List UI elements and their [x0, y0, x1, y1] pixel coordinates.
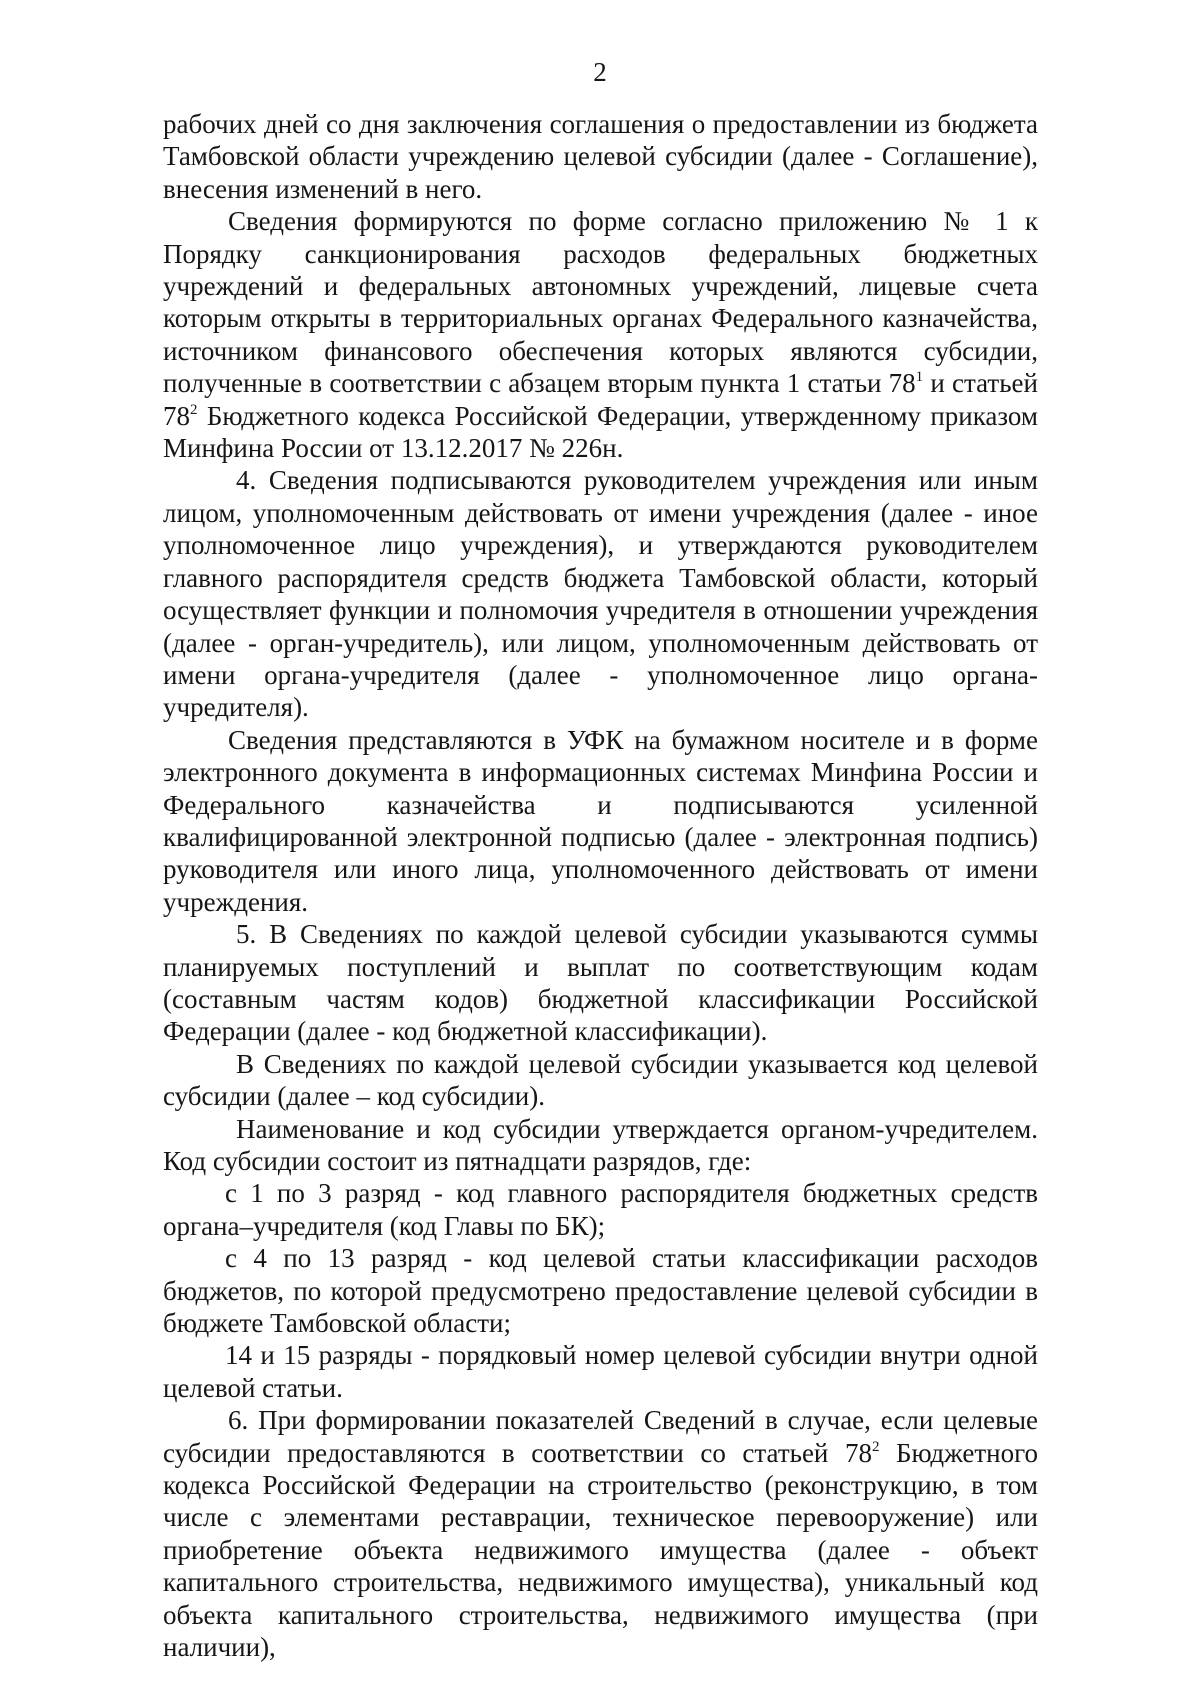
paragraph-item-5: 5. В Сведениях по каждой целевой субсидии указываются суммы планируемых поступлений и выплат по соответствующим кодам (составным частям кодов) бюджетной классификации Российской Федерации (далее - код бюджетной классификации).	[163, 919, 1038, 1047]
paragraph-item-4: 4. Сведения подписываются руководителем учреждения или иным лицом, уполномоченным действовать от имени учреждения (далее - иное уполномоченное лицо учреждения), и утверждаются руководителем главного распорядителя средств бюджета Тамбовской области, который осуществляет функции и полномочия учредителя в отношении учреждения (далее - орган-учредитель), или лицом, уполномоченным действовать от имени органа-учредителя (далее - уполномоченное лицо органа-учредителя).	[163, 465, 1038, 723]
paragraph-form-info	[163, 205, 1038, 464]
paragraph-digits-1-3: с 1 по 3 разряд - код главного распорядителя бюджетных средств органа–учредителя (код Главы по БК);	[163, 1178, 1038, 1241]
paragraph-continuation: рабочих дней со дня заключения соглашения о предоставлении из бюджета Тамбовской области учреждению целевой субсидии (далее - Соглашение), внесения изменений в него.	[163, 109, 1038, 204]
paragraph-item-6	[163, 1404, 1038, 1663]
page-number: 2	[593, 57, 607, 87]
superscript: 1	[915, 369, 924, 386]
paragraph-submission: Сведения представляются в УФК на бумажном носителе и в форме электронного документа в информационных системах Минфина России и Федерального казначейства и подписываются усиленной квалифицированной электронной подписью (далее - электронная подпись) руководителя или иного лица, уполномоченного действовать от имени учреждения.	[163, 724, 1038, 917]
paragraph-digits-14-15: 14 и 15 разряды - порядковый номер целевой субсидии внутри одной целевой статьи.	[163, 1340, 1038, 1403]
paragraph-text: Бюджетного кодекса Российской Федерации на строительство (реконструкцию, в том числе с элементами реставрации, техническое перевооружение) или приобретение объекта недвижимого имущества (далее - объект капитального строительства, недвижимого имущества), уникальный код объекта капитального строительства, недвижимого имущества (при наличии),	[163, 1437, 1038, 1663]
paragraph-text: Сведения формируются по форме согласно приложению № 1 к Порядку санкционирования расходов федеральных бюджетных учреждений и федеральных автономных учреждений, лицевые счета которым открыты в территориальных органах Федерального казначейства, источником финансового обеспечения которых являются субсидии, полученные в соответствии с абзацем вторым пункта 1 статьи 78	[163, 206, 1038, 399]
superscript: 2	[871, 1438, 880, 1455]
paragraph-text: и статьей 78	[163, 368, 1038, 431]
paragraph-text: Бюджетного кодекса Российской Федерации, утвержденному приказом Минфина России от 13.12.2017 № 226н.	[163, 400, 1038, 464]
paragraph-text: 6. При формировании показателей Сведений в случае, если целевые субсидии предоставляются в соответствии со статьей 78	[163, 1405, 1038, 1468]
superscript: 2	[190, 401, 198, 418]
paragraph-digits-4-13: с 4 по 13 разряд - код целевой статьи классификации расходов бюджетов, по которой предусмотрено предоставление целевой субсидии в бюджете Тамбовской области;	[163, 1243, 1038, 1339]
paragraph-subsidy-code: В Сведениях по каждой целевой субсидии указывается код целевой субсидии (далее – код субсидии).	[163, 1048, 1038, 1112]
document-body	[163, 108, 1038, 1664]
paragraph-code-structure: Наименование и код субсидии утверждается органом-учредителем. Код субсидии состоит из пятнадцати разрядов, где:	[163, 1113, 1038, 1176]
